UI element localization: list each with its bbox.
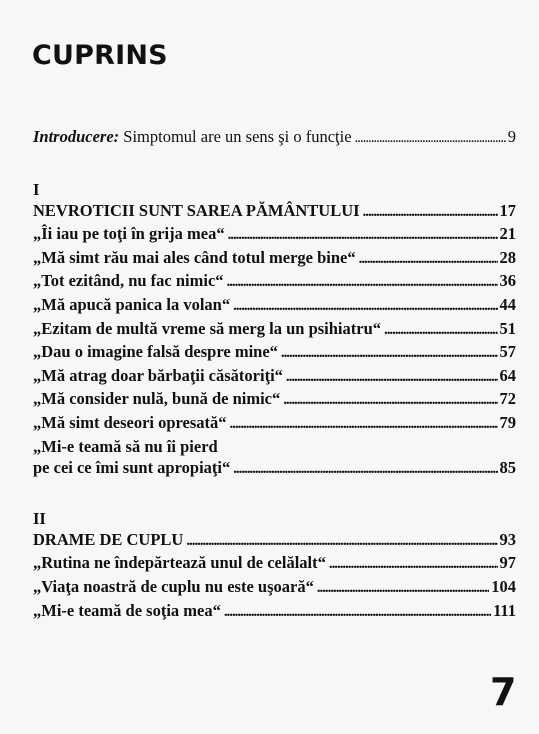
- toc-entry-text: „Îi iau pe toţi în grija mea“: [33, 224, 225, 244]
- toc-entry-text-line1: „Mi-e teamă să nu îi pierd: [33, 436, 218, 456]
- part-numeral: II: [33, 508, 46, 528]
- toc-entry: [33, 270, 516, 294]
- toc-entry: [33, 412, 516, 436]
- toc-page-number: 79: [499, 412, 516, 432]
- dot-leader: [286, 365, 498, 389]
- toc-entry-text: [33, 126, 352, 148]
- dot-leader: [227, 270, 498, 294]
- toc-entry-text: „Mă apucă panica la volan“: [33, 294, 231, 314]
- toc-page-number: 57: [499, 342, 516, 362]
- toc-entry: [33, 600, 516, 624]
- toc-entry-text: „Mă atrag doar bărbaţii căsătoriţi“: [33, 365, 283, 385]
- dot-leader: [283, 388, 497, 412]
- toc-entry: [33, 552, 516, 576]
- toc-page-number: 85: [499, 458, 516, 478]
- toc-page-number: 93: [499, 529, 516, 549]
- toc-entry-text: „Mă simt deseori opresată“: [33, 412, 227, 432]
- page-title: CUPRINS: [32, 40, 168, 71]
- part-title: DRAME DE CUPLU: [33, 529, 184, 549]
- dot-leader: [233, 457, 497, 481]
- toc-page-number: 17: [499, 200, 516, 220]
- part-title-row: [33, 200, 516, 224]
- toc-entry-introduction: [33, 126, 516, 150]
- toc-entry-text: „Mă simt rău mai ales când totul merge bine“: [33, 247, 356, 267]
- part-title: NEVROTICII SUNT SAREA PĂMÂNTULUI: [33, 200, 360, 220]
- dot-leader: [281, 341, 498, 365]
- toc-entry-text: „Viaţa noastră de cuplu nu este uşoară“: [33, 576, 314, 596]
- toc-page-number: 21: [499, 224, 516, 244]
- toc-page-number: 44: [499, 294, 516, 314]
- toc-entry-text: „Ezitam de multă vreme să merg la un psihiatru“: [33, 318, 382, 338]
- dot-leader: [230, 412, 498, 436]
- dot-leader: [355, 126, 506, 150]
- toc-entry: [33, 223, 516, 247]
- introduction-title: Simptomul are un sens şi o funcţie: [119, 127, 352, 146]
- toc-entry-text: „Mi-e teamă de soţia mea“: [33, 600, 221, 620]
- toc-page-number: 64: [499, 365, 516, 385]
- toc-entry: [33, 318, 516, 342]
- toc-entry-text-line2: pe cei ce îmi sunt apropiaţi“: [33, 458, 231, 478]
- toc-entry-text: „Rutina ne îndepărtează unul de celălalt“: [33, 553, 326, 573]
- page-number: 7: [490, 670, 517, 714]
- dot-leader: [224, 600, 491, 624]
- toc-entry: [33, 341, 516, 365]
- dot-leader: [233, 294, 497, 318]
- dot-leader: [186, 529, 497, 553]
- introduction-label: Introducere:: [33, 127, 120, 146]
- dot-leader: [329, 552, 498, 576]
- dot-leader: [228, 223, 498, 247]
- dot-leader: [359, 247, 498, 271]
- toc-entry: [33, 576, 516, 600]
- toc-page-number: 97: [499, 553, 516, 573]
- toc-page-number: 72: [499, 389, 516, 409]
- toc-page-number: 111: [493, 600, 516, 620]
- part-numeral: I: [33, 179, 40, 199]
- toc-page-number: 51: [499, 318, 516, 338]
- toc-entry-text: „Tot ezitând, nu fac nimic“: [33, 271, 224, 291]
- toc-page-number: 28: [499, 247, 516, 267]
- dot-leader: [384, 318, 497, 342]
- toc-page-number: 104: [491, 576, 516, 596]
- toc-entry: [33, 388, 516, 412]
- toc-entry: [33, 294, 516, 318]
- toc-entry: [33, 365, 516, 389]
- dot-leader: [317, 576, 489, 600]
- dot-leader: [363, 200, 498, 224]
- toc-entry-text: „Mă consider nulă, bună de nimic“: [33, 389, 281, 409]
- table-of-contents: [33, 126, 516, 623]
- part-title-row: [33, 529, 516, 553]
- toc-entry: [33, 457, 516, 481]
- toc-page-number: 36: [499, 271, 516, 291]
- toc-entry-text: „Dau o imagine falsă despre mine“: [33, 342, 278, 362]
- toc-page-number: 9: [507, 127, 516, 146]
- toc-entry: [33, 247, 516, 271]
